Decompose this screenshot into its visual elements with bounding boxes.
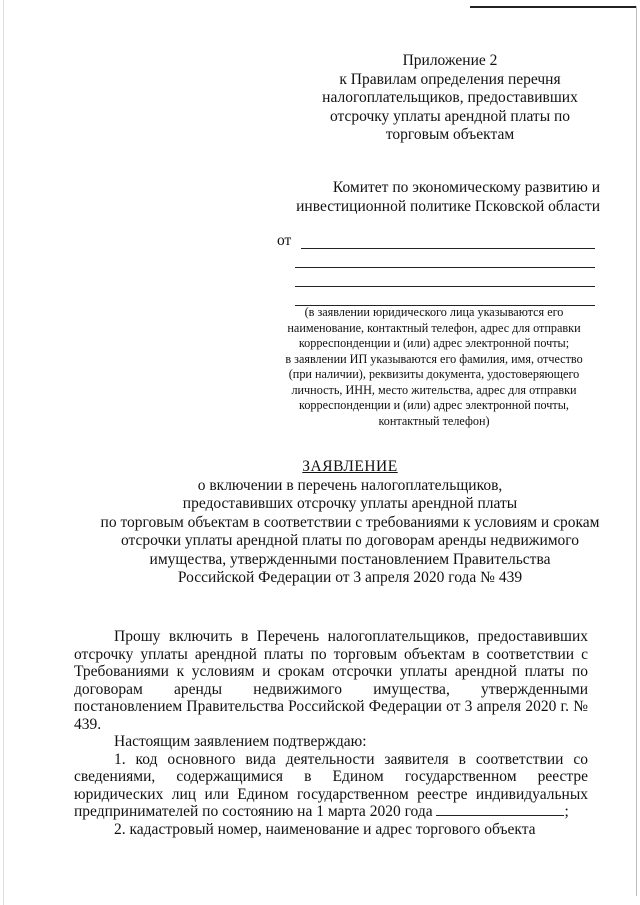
from-label: от — [277, 232, 292, 249]
scan-top-rule — [470, 6, 636, 8]
title-line: предоставивших отсрочку уплаты арендной платы — [182, 495, 518, 512]
request-paragraph: Прошу включить в Перечень налогоплательщиков, предоставивших отсрочку уплаты арендной платы по торговым объектам в соответствии с Требованиями к условиям и срокам отсрочки уплаты арендной платы по договорам аренды недвижимого имущества, утвержденными постановлением Правительства Российской Федерации от 3 апреля 2020 г. № 439. — [74, 628, 588, 733]
appendix-header — [300, 52, 600, 145]
title-line: отсрочки уплаты арендной платы по договорам аренды недвижимого — [120, 532, 580, 549]
statement-heading: ЗАЯВЛЕНИЕ — [302, 458, 398, 475]
title-line: имущества, утвержденными постановлением Правительства — [149, 550, 551, 568]
hint-line: (при наличии), реквизиты документа, удостоверяющего — [288, 367, 580, 381]
hint-line: (в заявлении юридического лица указываются его — [304, 305, 564, 319]
applicant-line[interactable] — [295, 267, 595, 268]
item-1-end: ; — [564, 803, 569, 820]
hint-line: корреспонденции и (или) адрес электронной почты, — [299, 398, 569, 412]
item-1 — [74, 751, 588, 821]
item-2: 2. кадастровый номер, наименование и адрес торгового объекта — [114, 820, 536, 838]
hint-line: наименование, контактный телефон, адрес для отправки — [287, 320, 581, 335]
title-line: Российской Федерации от 3 апреля 2020 года № 439 — [177, 569, 523, 586]
appendix-line: Приложение 2 — [402, 52, 498, 69]
addressee — [280, 178, 600, 216]
hint-line: контактный телефон) — [378, 413, 490, 428]
scan-right-edge — [636, 6, 637, 896]
okved-code-field[interactable] — [436, 803, 564, 816]
title-line: о включении в перечень налогоплательщиков, — [197, 476, 503, 494]
addressee-line: Комитет по экономическому развитию и — [332, 179, 600, 196]
item-1-text: 1. код основного вида деятельности заявителя в соответствии со сведениями, содержащимися в Едином государственном реестре юридических лиц или Едином государственном реестре индивидуальных предпринимателей по состоянию на 1 марта 2020 года — [74, 750, 588, 820]
statement-title — [80, 458, 620, 588]
applicant-line[interactable] — [301, 248, 595, 249]
scan-left-edge — [3, 0, 4, 905]
applicant-line[interactable] — [295, 286, 595, 287]
appendix-line: отсрочку уплаты арендной платы по — [329, 107, 571, 125]
appendix-line: к Правилам определения перечня — [339, 70, 561, 88]
confirmation-intro: Настоящим заявлением подтверждаю: — [114, 733, 367, 750]
hint-line: корреспонденции и (или) адрес электронной почты; — [298, 336, 570, 350]
appendix-line: налогоплательщиков, предоставивших — [322, 89, 578, 106]
applicant-hint — [268, 305, 600, 429]
statement-body — [74, 628, 588, 838]
appendix-line: торговым объектам — [385, 126, 515, 143]
title-line: по торговым объектам в соответствии с требованиями к условиям и срокам — [100, 513, 600, 531]
hint-line: личность, ИНН, место жительства, адрес для отправки — [291, 382, 577, 397]
addressee-line: инвестиционной политике Псковской области — [296, 198, 600, 215]
hint-line: в заявлении ИП указываются его фамилия, имя, отчество — [285, 351, 583, 366]
